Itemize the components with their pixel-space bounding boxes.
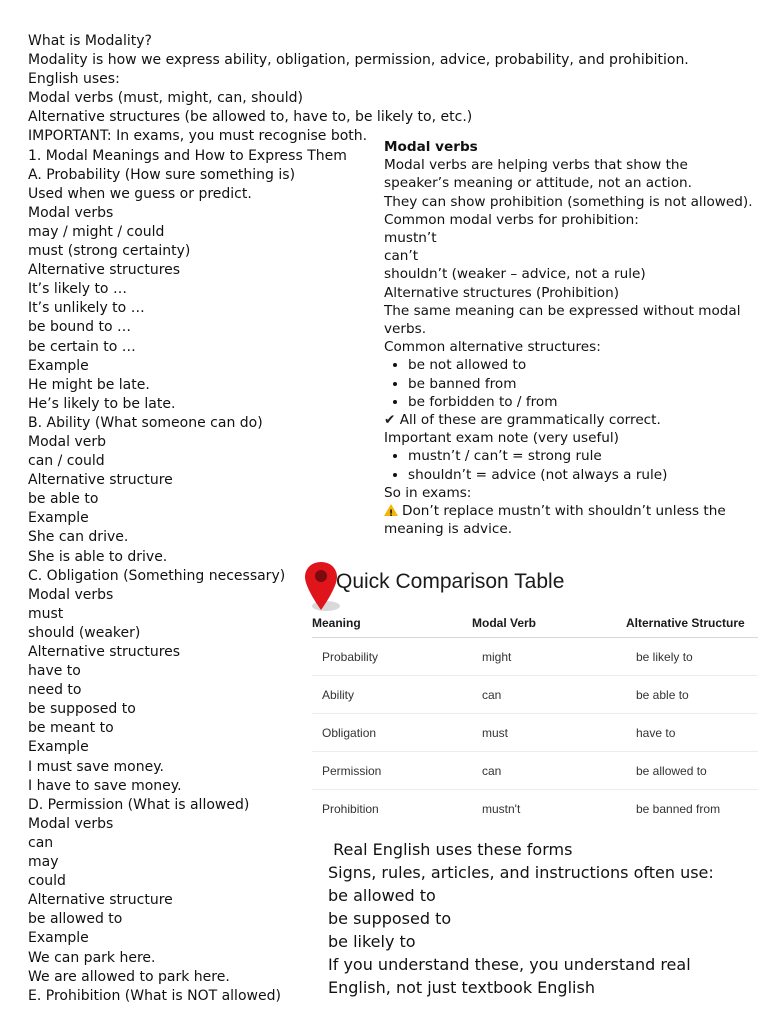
text-line: I have to save money.	[28, 777, 182, 794]
text-line: Modal verbs	[28, 204, 114, 221]
subsection-heading: C. Obligation (Something necessary)	[28, 567, 286, 584]
table-title: Quick Comparison Table	[336, 570, 565, 593]
text-line: have to	[28, 663, 81, 680]
subsection-heading: E. Prohibition (What is NOT allowed)	[28, 987, 281, 1004]
modal-verbs-title: Modal verbs	[384, 139, 478, 155]
list-item: • mustn’t / can’t = strong rule	[408, 447, 754, 465]
text-line: Modal verbs (must, might, can, should)	[28, 90, 303, 107]
text-line: IMPORTANT: In exams, you must recognise both.	[28, 128, 368, 145]
text-line: Modality is how we express ability, obligation, permission, advice, probability, and prohibition.	[28, 52, 689, 69]
text-line: I must save money.	[28, 758, 164, 775]
text-line: English uses:	[28, 71, 120, 88]
text-line: may	[28, 854, 59, 871]
warning-line	[384, 502, 754, 538]
table-cell: be allowed to	[626, 752, 758, 790]
text-line: Modal verbs are helping verbs that show the speaker’s meaning or attitude, not an action.	[384, 157, 692, 192]
text-line: can / could	[28, 453, 105, 470]
text-line: be allowed to	[28, 911, 123, 928]
table-cell: be able to	[626, 676, 758, 714]
column-header: Modal Verb	[472, 610, 626, 638]
check-icon: ✔	[384, 412, 396, 429]
subsection-heading: D. Permission (What is allowed)	[28, 796, 250, 813]
table-cell: be banned from	[636, 801, 721, 816]
text-line: may / might / could	[28, 223, 165, 240]
text-line: We can park here.	[28, 949, 156, 966]
text-line: It’s likely to …	[28, 281, 127, 298]
text-line: Alternative structures (be allowed to, have to, be likely to, etc.)	[28, 109, 473, 126]
table-cell: can	[472, 752, 626, 790]
text-line: be supposed to	[328, 909, 452, 928]
text-line: Example	[28, 930, 89, 947]
text-line: Used when we guess or predict.	[28, 185, 252, 202]
text-line: English, not just textbook English	[328, 978, 595, 997]
text-line: Alternative structure	[28, 472, 173, 489]
warning-text: Don’t replace mustn’t with shouldn’t unless the meaning is advice.	[384, 503, 726, 538]
alt-structures-list	[384, 356, 754, 411]
text-line: Example	[28, 739, 89, 756]
text-line: must (strong certainty)	[28, 243, 191, 260]
right-column	[384, 138, 754, 538]
text-line: Alternative structures	[28, 262, 181, 279]
warning-icon	[384, 504, 398, 516]
table-cell: might	[472, 638, 626, 676]
table-row	[312, 638, 758, 676]
list-item: • be forbidden to / from	[408, 393, 754, 411]
text-line: She is able to drive.	[28, 548, 168, 565]
text-line: Modal verb	[28, 433, 106, 450]
text-line: Common alternative structures:	[384, 339, 601, 356]
table-cell: be likely to	[626, 638, 758, 676]
text-line: be supposed to	[28, 701, 136, 718]
text-line: Modal verbs	[28, 586, 114, 603]
text-line: Alternative structures (Prohibition)	[384, 284, 620, 301]
text-line: be bound to …	[28, 319, 131, 336]
text-line: If you understand these, you understand real	[328, 955, 691, 974]
list-item: • shouldn’t = advice (not always a rule)	[408, 466, 754, 484]
text-line: So in exams:	[384, 484, 472, 501]
text-line: He might be late.	[28, 376, 150, 393]
text-line: It’s unlikely to …	[28, 300, 145, 317]
text-line: can	[28, 834, 54, 851]
table-cell: mustn't	[482, 801, 521, 816]
text-line: Signs, rules, articles, and instructions often use:	[328, 863, 714, 882]
text-line: be certain to …	[28, 338, 136, 355]
text-line: Alternative structure	[28, 892, 173, 909]
column-header: Alternative Structure	[626, 610, 758, 638]
text-line: need to	[28, 682, 82, 699]
text-line: He’s likely to be late.	[28, 395, 176, 412]
table-cell: Obligation	[312, 714, 472, 752]
table-cell: can	[472, 676, 626, 714]
table-cell: Probability	[312, 638, 472, 676]
text-line: could	[28, 873, 66, 890]
table-cell: Permission	[312, 752, 472, 790]
text-line: Example	[28, 510, 89, 527]
text-line: Modal verbs	[28, 815, 114, 832]
check-line	[384, 411, 754, 429]
text-line: be allowed to	[328, 886, 436, 905]
comparison-table	[312, 610, 758, 827]
subsection-heading: B. Ability (What someone can do)	[28, 414, 263, 431]
table-cell: must	[472, 714, 626, 752]
text-line: Alternative structures	[28, 644, 181, 660]
table-cell: have to	[626, 714, 758, 752]
text-line: shouldn’t (weaker – advice, not a rule)	[384, 266, 646, 283]
doc-title: What is Modality?	[28, 33, 152, 49]
table-row	[312, 790, 758, 828]
text-line: They can show prohibition (something is not allowed).	[384, 193, 753, 210]
text-line: Real English uses these forms	[328, 840, 573, 859]
table-cell: Ability	[312, 676, 472, 714]
table-row	[312, 752, 758, 790]
list-item: • be not allowed to	[408, 356, 754, 374]
exam-note-list	[384, 447, 754, 483]
table-row	[312, 676, 758, 714]
text-line: She can drive.	[28, 529, 129, 546]
text-line: be able to	[28, 491, 99, 508]
text-line: be meant to	[28, 720, 114, 737]
text-line: We are allowed to park here.	[28, 968, 230, 985]
text-line: should (weaker)	[28, 624, 141, 641]
text-line: mustn’t	[384, 230, 437, 247]
comparison-table-image	[304, 560, 760, 830]
text-line: Important exam note (very useful)	[384, 430, 619, 447]
list-item: • be banned from	[408, 375, 754, 393]
text-line: Example	[28, 357, 89, 374]
text-line: can’t	[384, 248, 419, 265]
text-line: Common modal verbs for prohibition:	[384, 211, 639, 228]
subsection-heading: A. Probability (How sure something is)	[28, 166, 296, 183]
table-header-row	[312, 610, 758, 638]
bottom-note	[328, 838, 758, 999]
table-cell: Prohibition	[322, 801, 379, 816]
text-line: be likely to	[328, 932, 416, 951]
section-heading: 1. Modal Meanings and How to Express Them	[28, 147, 347, 164]
column-header: Meaning	[312, 610, 472, 638]
table-row	[312, 714, 758, 752]
check-text: All of these are grammatically correct.	[399, 412, 661, 429]
text-line: The same meaning can be expressed without modal verbs.	[384, 302, 741, 338]
text-line: must	[28, 605, 64, 622]
